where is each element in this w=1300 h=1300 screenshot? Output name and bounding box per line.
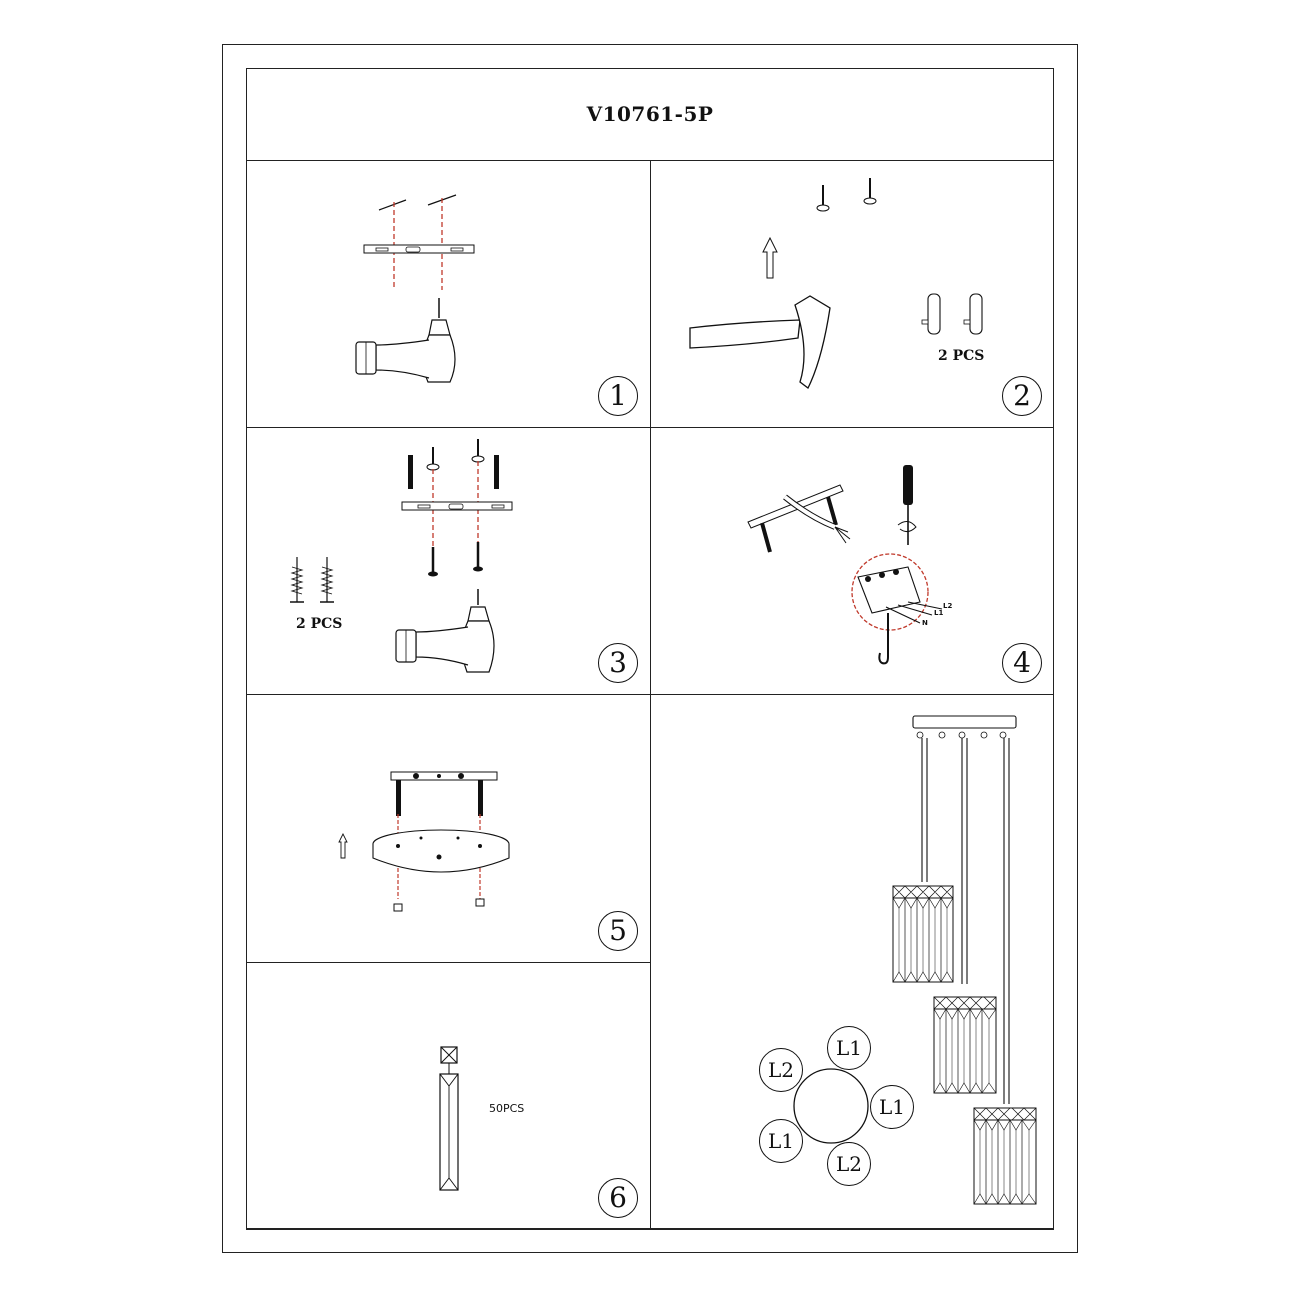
step-6-panel <box>246 962 650 1229</box>
step-4-panel <box>650 427 1054 694</box>
step-number-1: 1 <box>598 376 638 416</box>
anchor-quantity: 2 PCS <box>938 348 985 364</box>
crystal-quantity: 50PCS <box>489 1102 525 1115</box>
step-5-panel <box>246 694 650 962</box>
step-number-3: 3 <box>598 643 638 683</box>
canopy-illustration <box>246 694 650 962</box>
layout-center-circle <box>794 1069 868 1143</box>
screw-quantity: 2 PCS <box>296 616 343 632</box>
step-1-panel <box>246 160 650 427</box>
wire-label: N <box>922 619 928 627</box>
wire-label: L2 <box>943 602 953 610</box>
layout-label: L1 <box>827 1026 871 1070</box>
layout-label: L1 <box>870 1085 914 1129</box>
model-title: V10761-5P <box>586 102 714 126</box>
pendant-shade <box>934 997 996 1093</box>
pendant-shade <box>974 1108 1036 1204</box>
drill-bracket-illustration <box>246 160 650 427</box>
assembled-view-panel <box>650 694 1054 1229</box>
step-number-4: 4 <box>1002 643 1042 683</box>
crystal-prism-illustration <box>246 962 650 1229</box>
step-2-panel <box>650 160 1054 427</box>
layout-label: L2 <box>827 1142 871 1186</box>
grid-line <box>246 1229 1054 1230</box>
step-number-5: 5 <box>598 911 638 951</box>
pendant-shade <box>893 886 953 982</box>
step-number-6: 6 <box>598 1178 638 1218</box>
wire-label: L1 <box>934 609 944 617</box>
step-3-panel <box>246 427 650 694</box>
hammer-anchor-illustration <box>650 160 1054 427</box>
layout-label: L2 <box>759 1048 803 1092</box>
wiring-illustration <box>650 427 1054 694</box>
step-number-2: 2 <box>1002 376 1042 416</box>
layout-label: L1 <box>759 1119 803 1163</box>
screw-bracket-illustration <box>246 427 650 694</box>
